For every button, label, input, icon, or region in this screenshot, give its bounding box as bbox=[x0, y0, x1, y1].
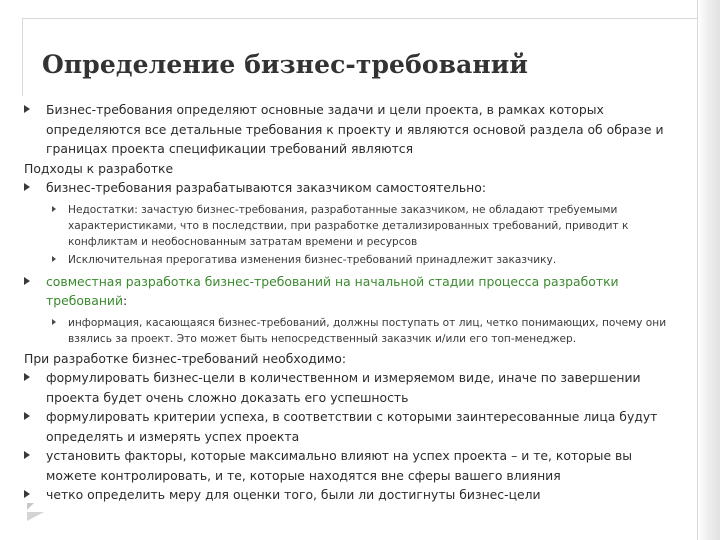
bullet-item bbox=[24, 485, 674, 505]
sub-bullet-text: Исключительная прерогатива изменения бизнес-требований принадлежит заказчику. bbox=[68, 253, 557, 266]
sub-bullet-item bbox=[24, 315, 674, 347]
triangle-bullet-icon bbox=[52, 319, 56, 325]
sub-bullet-item bbox=[24, 202, 674, 250]
bullet-text: формулировать бизнес-цели в количественном и измеряемом виде, иначе по завершении проекта будет очень сложно доказать его успешность bbox=[46, 370, 641, 405]
sub-bullet-item bbox=[24, 252, 674, 268]
bullet-text: установить факторы, которые максимально влияют на успех проекта – и те, которые вы можете контролировать, и те, которые находятся вне сферы вашего влияния bbox=[46, 448, 633, 483]
heading-text: При разработке бизнес-требований необходимо: bbox=[24, 350, 347, 366]
bullet-text-highlighted: совместная разработка бизнес-требований на начальной стадии процесса разработки требований bbox=[46, 273, 619, 308]
bullet-text: формулировать критерии успеха, в соответствии с которыми заинтересованные лица будут определять и измерять успех проекта bbox=[46, 409, 658, 444]
bullet-item bbox=[24, 368, 674, 407]
slide-corner-icon bbox=[24, 500, 48, 524]
sub-bullet-text: информация, касающаяся бизнес-требований, должны поступать от лиц, четко понимающих, почему они взялись за проект. Это может быть непосредственный заказчик и/или его топ-менеджер. bbox=[68, 316, 667, 345]
bullet-text: четко определить меру для оценки того, были ли достигнуты бизнес-цели bbox=[46, 487, 541, 502]
bullet-item bbox=[24, 178, 674, 198]
slide-title: Определение бизнес-требований bbox=[42, 50, 529, 79]
sub-bullet-text: Недостатки: зачастую бизнес-требования, разработанные заказчиком, не обладают требуемыми характеристиками, что в последствии, при разработке детализированных требований, приводит к конфликтам и необоснованным затратам времени и ресурсов bbox=[68, 203, 629, 248]
triangle-bullet-icon bbox=[52, 206, 56, 212]
title-frame-left-line bbox=[22, 18, 23, 96]
bullet-text: бизнес-требования разрабатываются заказчиком самостоятельно: bbox=[46, 180, 487, 195]
slide-side-panel bbox=[697, 0, 720, 540]
triangle-bullet-icon bbox=[24, 412, 30, 420]
slide-content bbox=[24, 100, 674, 505]
triangle-bullet-icon bbox=[52, 256, 56, 262]
triangle-bullet-icon bbox=[24, 451, 30, 459]
triangle-bullet-icon bbox=[24, 490, 30, 498]
bullet-item bbox=[24, 446, 674, 485]
triangle-bullet-icon bbox=[24, 373, 30, 381]
bullet-item bbox=[24, 100, 674, 159]
triangle-bullet-icon bbox=[24, 105, 30, 113]
bullet-item bbox=[24, 407, 674, 446]
bullet-item bbox=[24, 272, 674, 311]
bullet-text: Бизнес-требования определяют основные задачи и цели проекта, в рамках которых определяются все детальные требования к проекту и являются основой раздела об образе и границах проекта спецификации требований являются bbox=[46, 102, 664, 156]
heading-text: Подходы к разработке bbox=[24, 160, 174, 176]
title-frame-top-line bbox=[22, 18, 698, 19]
triangle-bullet-icon bbox=[24, 277, 30, 285]
triangle-bullet-icon bbox=[24, 183, 30, 191]
section-heading bbox=[24, 349, 674, 369]
bullet-text-suffix: : bbox=[123, 293, 128, 308]
section-heading bbox=[24, 159, 674, 179]
